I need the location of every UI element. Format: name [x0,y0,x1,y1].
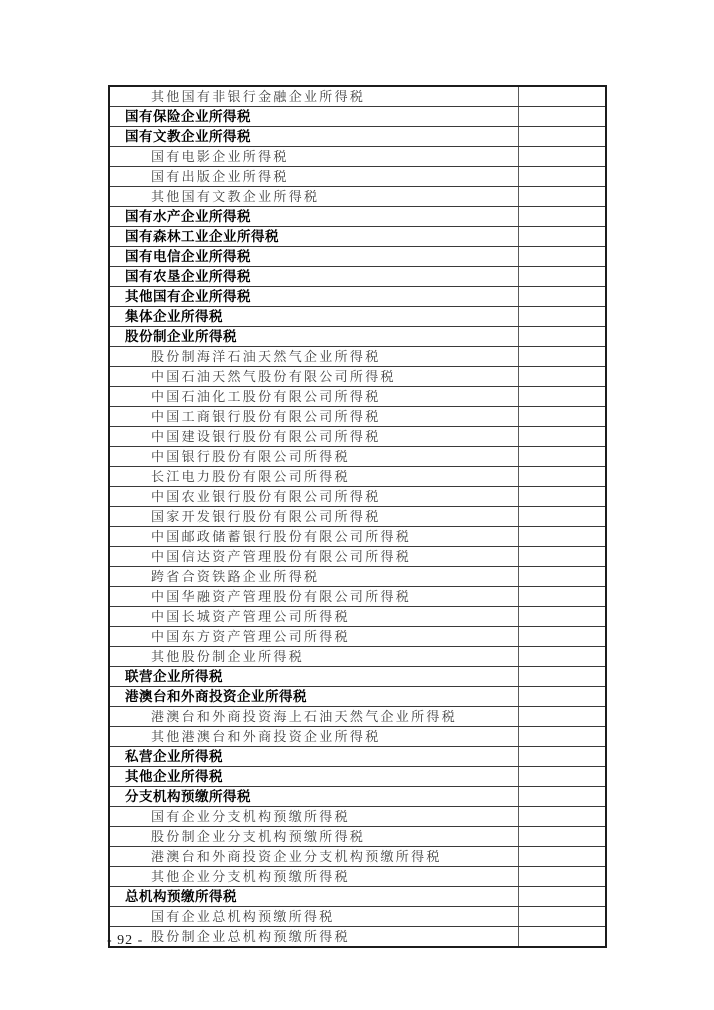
tax-item-label: 国有水产企业所得税 [109,207,518,227]
amount-cell-empty [518,387,606,407]
amount-cell-empty [518,247,606,267]
table-row [109,407,606,427]
tax-items-table [108,85,607,948]
table-row [109,427,606,447]
amount-cell-empty [518,407,606,427]
amount-cell-empty [518,287,606,307]
table-row [109,147,606,167]
amount-cell-empty [518,367,606,387]
amount-cell-empty [518,667,606,687]
table-row [109,747,606,767]
table-row [109,447,606,467]
tax-item-label: 港澳台和外商投资企业分支机构预缴所得税 [109,847,518,867]
table-row [109,587,606,607]
amount-cell-empty [518,847,606,867]
amount-cell-empty [518,347,606,367]
tax-item-label: 国有企业总机构预缴所得税 [109,907,518,927]
amount-cell-empty [518,687,606,707]
tax-item-label: 私营企业所得税 [109,747,518,767]
table-row [109,207,606,227]
table-row [109,787,606,807]
tax-item-label: 中国信达资产管理股份有限公司所得税 [109,547,518,567]
tax-item-label: 其他企业分支机构预缴所得税 [109,867,518,887]
amount-cell-empty [518,727,606,747]
tax-item-label: 中国华融资产管理股份有限公司所得税 [109,587,518,607]
tax-item-label: 中国东方资产管理公司所得税 [109,627,518,647]
amount-cell-empty [518,827,606,847]
table-row [109,367,606,387]
table-row [109,827,606,847]
tax-item-label: 股份制企业分支机构预缴所得税 [109,827,518,847]
tax-item-label: 其他股份制企业所得税 [109,647,518,667]
table-row [109,867,606,887]
table-row [109,307,606,327]
table-row [109,327,606,347]
tax-item-label: 跨省合资铁路企业所得税 [109,567,518,587]
tax-item-label: 股份制企业所得税 [109,327,518,347]
table-row [109,927,606,948]
tax-item-label: 股份制海洋石油天然气企业所得税 [109,347,518,367]
table-row [109,847,606,867]
table-row [109,807,606,827]
tax-item-label: 国有电信企业所得税 [109,247,518,267]
page-number: - 92 - [107,933,144,948]
tax-item-label: 其他企业所得税 [109,767,518,787]
table-row [109,547,606,567]
amount-cell-empty [518,807,606,827]
tax-item-label: 中国石油天然气股份有限公司所得税 [109,367,518,387]
amount-cell-empty [518,167,606,187]
table-row [109,247,606,267]
tax-item-label: 中国石油化工股份有限公司所得税 [109,387,518,407]
tax-item-label: 国有文教企业所得税 [109,127,518,147]
tax-item-label: 其他国有企业所得税 [109,287,518,307]
table-row [109,167,606,187]
table-row [109,387,606,407]
table-row [109,507,606,527]
tax-item-label: 中国邮政储蓄银行股份有限公司所得税 [109,527,518,547]
table-row [109,86,606,107]
tax-item-label: 其他港澳台和外商投资企业所得税 [109,727,518,747]
table-row [109,707,606,727]
tax-item-label: 国有企业分支机构预缴所得税 [109,807,518,827]
tax-item-label: 集体企业所得税 [109,307,518,327]
amount-cell-empty [518,547,606,567]
tax-item-label: 中国建设银行股份有限公司所得税 [109,427,518,447]
amount-cell-empty [518,767,606,787]
amount-cell-empty [518,427,606,447]
table-row [109,907,606,927]
table-row [109,347,606,367]
amount-cell-empty [518,487,606,507]
tax-item-label: 中国农业银行股份有限公司所得税 [109,487,518,507]
tax-item-label: 国有出版企业所得税 [109,167,518,187]
amount-cell-empty [518,647,606,667]
tax-item-label: 其他国有非银行金融企业所得税 [109,86,518,107]
tax-item-label: 中国工商银行股份有限公司所得税 [109,407,518,427]
amount-cell-empty [518,307,606,327]
tax-item-label: 总机构预缴所得税 [109,887,518,907]
tax-item-label: 国有农垦企业所得税 [109,267,518,287]
tax-item-label: 港澳台和外商投资企业所得税 [109,687,518,707]
tax-table-body [109,86,606,947]
tax-item-label: 国有保险企业所得税 [109,107,518,127]
amount-cell-empty [518,527,606,547]
table-row [109,887,606,907]
table-row [109,527,606,547]
tax-item-label: 长江电力股份有限公司所得税 [109,467,518,487]
table-row [109,227,606,247]
amount-cell-empty [518,327,606,347]
amount-cell-empty [518,147,606,167]
table-row [109,607,606,627]
table-row [109,667,606,687]
table-row [109,287,606,307]
table-row [109,487,606,507]
amount-cell-empty [518,227,606,247]
table-row [109,567,606,587]
amount-cell-empty [518,447,606,467]
amount-cell-empty [518,907,606,927]
table-row [109,767,606,787]
tax-item-label: 国有森林工业企业所得税 [109,227,518,247]
amount-cell-empty [518,567,606,587]
tax-item-label: 其他国有文教企业所得税 [109,187,518,207]
table-row [109,647,606,667]
tax-item-label: 分支机构预缴所得税 [109,787,518,807]
table-row [109,627,606,647]
tax-item-label: 联营企业所得税 [109,667,518,687]
table-row [109,727,606,747]
table-row [109,107,606,127]
tax-item-label: 国有电影企业所得税 [109,147,518,167]
amount-cell-empty [518,787,606,807]
tax-item-label: 中国银行股份有限公司所得税 [109,447,518,467]
tax-item-label: 港澳台和外商投资海上石油天然气企业所得税 [109,707,518,727]
tax-item-label: 股份制企业总机构预缴所得税 [109,927,518,948]
amount-cell-empty [518,707,606,727]
amount-cell-empty [518,607,606,627]
amount-cell-empty [518,467,606,487]
amount-cell-empty [518,587,606,607]
amount-cell-empty [518,887,606,907]
table-row [109,127,606,147]
tax-item-label: 国家开发银行股份有限公司所得税 [109,507,518,527]
amount-cell-empty [518,187,606,207]
table-row [109,687,606,707]
amount-cell-empty [518,127,606,147]
amount-cell-empty [518,927,606,948]
table-row [109,467,606,487]
amount-cell-empty [518,747,606,767]
table-row [109,187,606,207]
amount-cell-empty [518,627,606,647]
amount-cell-empty [518,86,606,107]
table-row [109,267,606,287]
amount-cell-empty [518,207,606,227]
amount-cell-empty [518,507,606,527]
amount-cell-empty [518,107,606,127]
tax-item-label: 中国长城资产管理公司所得税 [109,607,518,627]
amount-cell-empty [518,867,606,887]
amount-cell-empty [518,267,606,287]
